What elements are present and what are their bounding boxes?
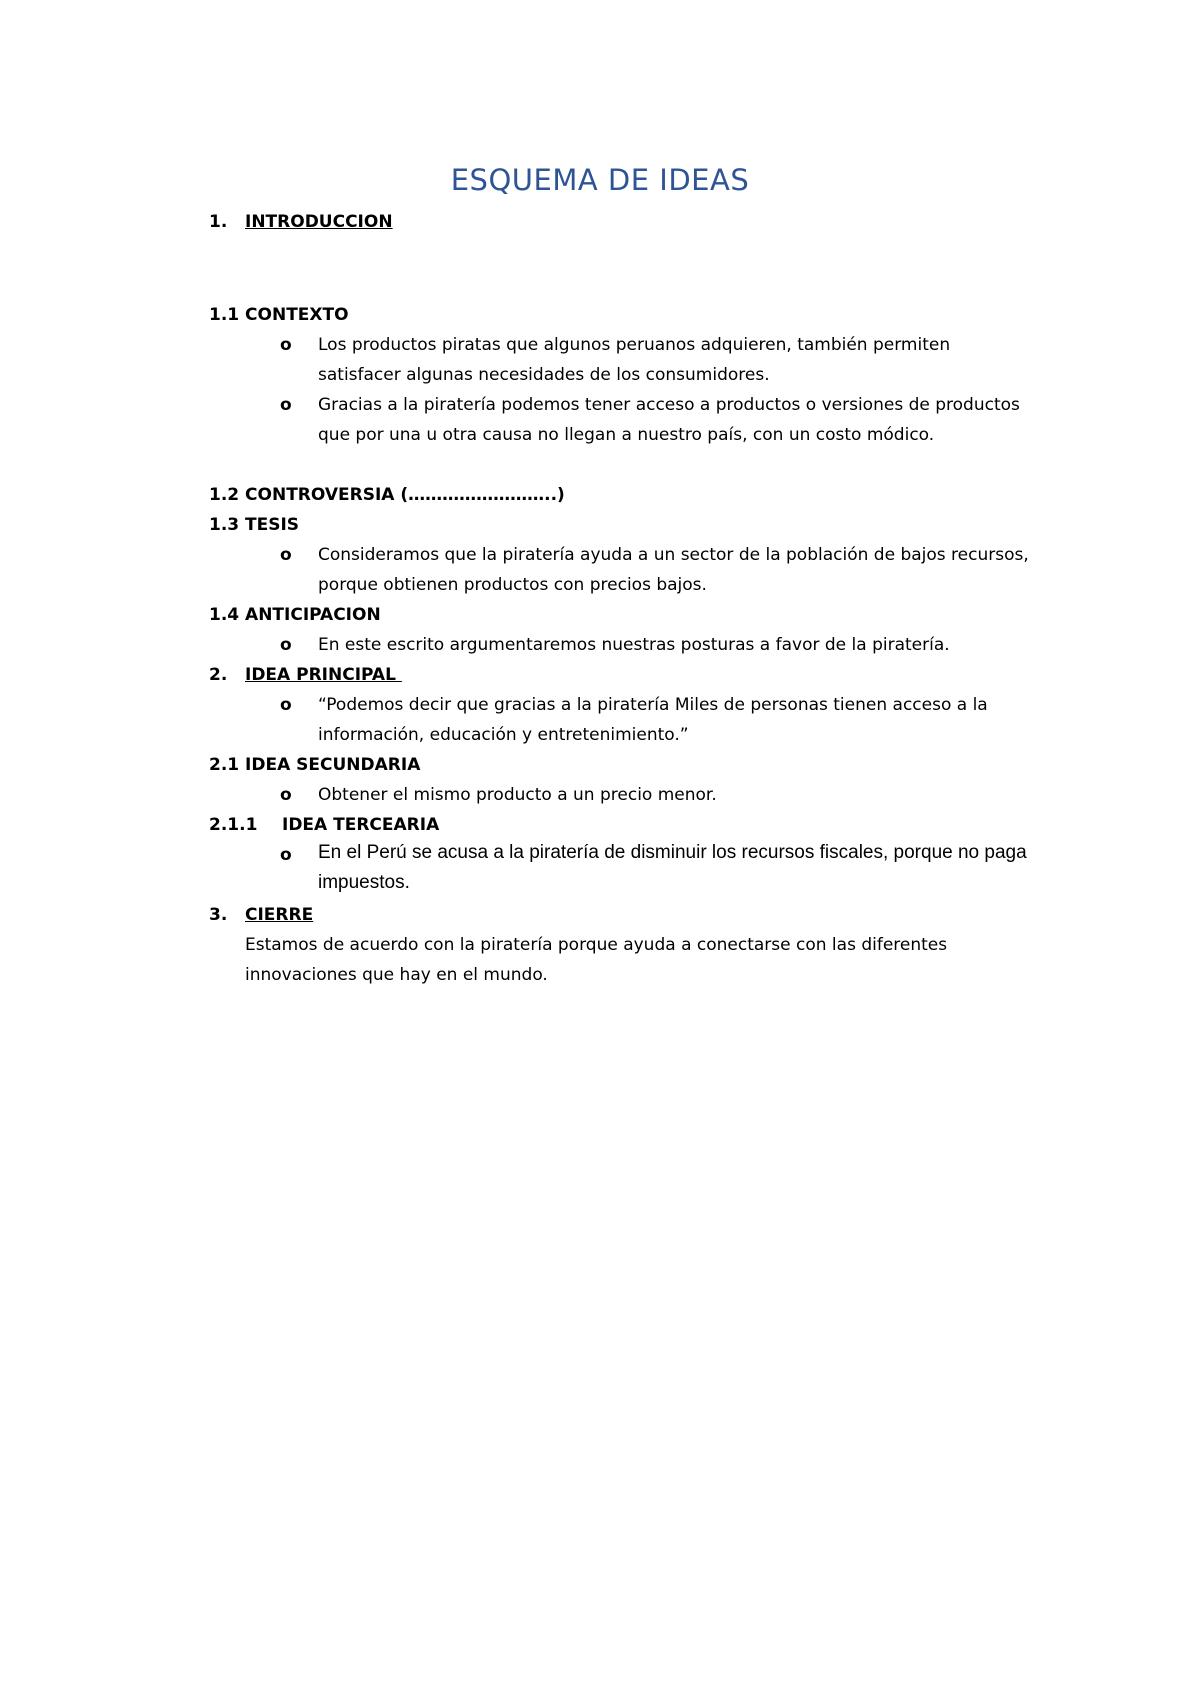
list-item: Gracias a la piratería podemos tener acceso a productos o versiones de productos que por una u otra causa no llegan a nuestro país, con un costo módico. <box>318 395 1020 445</box>
section-number: 1. <box>209 212 228 232</box>
bullet-marker: o <box>280 545 292 565</box>
list-item: Obtener el mismo producto a un precio menor. <box>318 785 717 805</box>
section-number: 3. <box>209 905 228 925</box>
section-number: 2.1.1 <box>209 815 258 835</box>
section-2-heading <box>209 660 402 690</box>
section-1-3-heading: 1.3 TESIS <box>209 515 300 535</box>
bullet-marker: o <box>280 635 292 655</box>
bullet-marker: o <box>280 785 292 805</box>
bullet-marker: o <box>280 335 292 355</box>
section-1-4-heading: 1.4 ANTICIPACION <box>209 605 381 625</box>
bullet-marker: o <box>280 695 292 715</box>
bullet-marker: o <box>280 395 292 415</box>
section-1-heading <box>209 207 393 237</box>
section-label: IDEA PRINCIPAL <box>245 665 402 685</box>
section-1-1-heading: 1.1 CONTEXTO <box>209 305 349 325</box>
section-2-1-heading: 2.1 IDEA SECUNDARIA <box>209 755 421 775</box>
section-3-heading <box>209 900 313 930</box>
list-item: “Podemos decir que gracias a la piratería Miles de personas tienen acceso a la información, educación y entretenimiento.” <box>318 695 988 745</box>
section-1-2-heading: 1.2 CONTROVERSIA (……………………..) <box>209 485 565 505</box>
bullet-marker: o <box>280 845 292 865</box>
section-number: 2. <box>209 665 228 685</box>
closing-paragraph: Estamos de acuerdo con la piratería porque ayuda a conectarse con las diferentes innovaciones que hay en el mundo. <box>245 935 948 985</box>
list-item: Consideramos que la piratería ayuda a un sector de la población de bajos recursos, porque obtienen productos con precios bajos. <box>318 545 1029 595</box>
page-title: ESQUEMA DE IDEAS <box>450 163 750 197</box>
section-label: CIERRE <box>245 905 314 925</box>
list-item: En este escrito argumentaremos nuestras posturas a favor de la piratería. <box>318 635 950 655</box>
section-label: IDEA TERCEARIA <box>282 815 440 835</box>
list-item: En el Perú se acusa a la piratería de disminuir los recursos fiscales, porque no paga impuestos. <box>318 842 1027 893</box>
section-label: INTRODUCCION <box>245 212 393 232</box>
section-2-1-1-heading <box>209 810 439 840</box>
list-item: Los productos piratas que algunos peruanos adquieren, también permiten satisfacer algunas necesidades de los consumidores. <box>318 335 951 385</box>
